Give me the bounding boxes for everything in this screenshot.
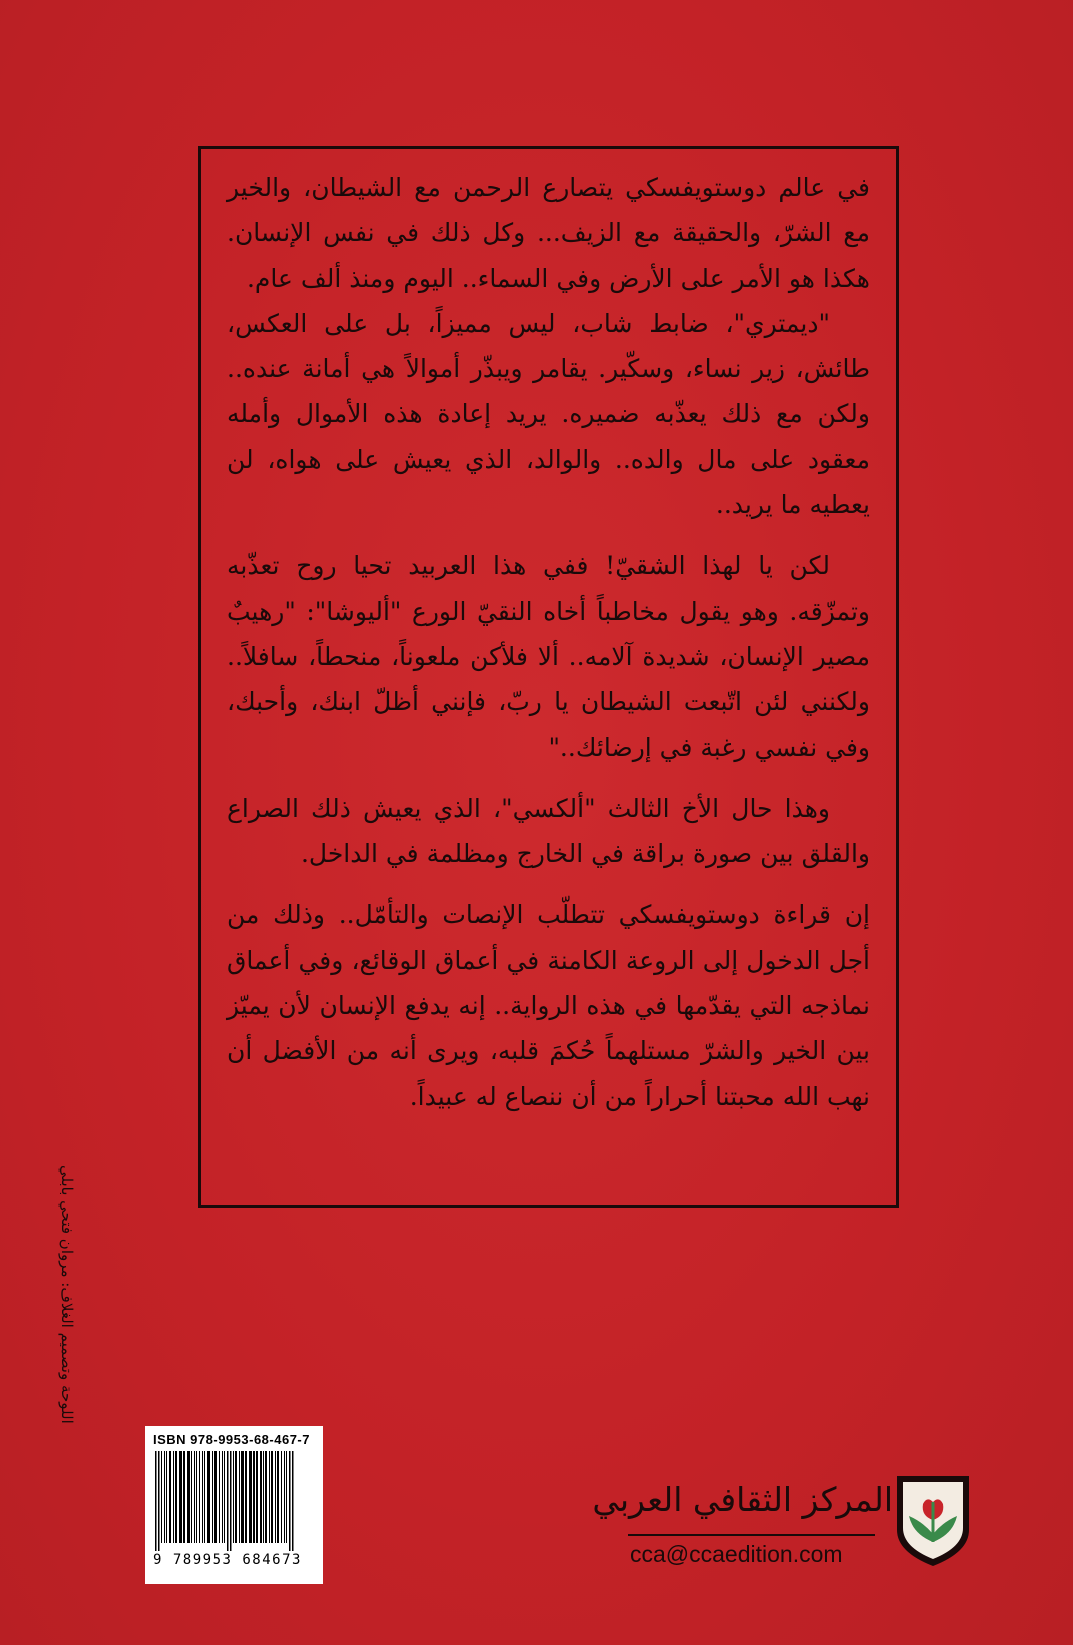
publisher-name: المركز الثقافي العربي [592, 1480, 893, 1519]
isbn-label: ISBN 978-9953-68-467-7 [153, 1432, 310, 1447]
blurb-paragraph: لكن يا لهذا الشقيّ! ففي هذا العربيد تحيا روح تعذّبه وتمزّقه. وهو يقول مخاطباً أخاه النقيّ الورع "أليوشا": "رهيبٌ مصير الإنسان، شديدة آلامه.. ألا فلأكن ملعوناً، منحطاً، سافلاً.. ولكنني لئن اتّبعت الشيطان يا ربّ، فإنني أظلّ ابنك، وأحبك، وفي نفسي رغبة في إرضائك.." [227, 551, 870, 762]
isbn-barcode-box [145, 1426, 323, 1584]
publisher-logo-icon [893, 1472, 973, 1568]
cover-design-credit: اللوحة وتصميم الغلاف: مروان فتحي بابلي [58, 1165, 76, 1424]
barcode-digits: 9 789953 684673 [153, 1552, 302, 1568]
blurb-frame [198, 146, 899, 1208]
publisher-divider [628, 1534, 875, 1536]
blurb-paragraph: "ديمتري"، ضابط شاب، ليس مميزاً، بل على العكس، طائش، زير نساء، وسكّير. يقامر ويبذّر أموالاً هي أمانة عنده.. ولكن مع ذلك يعذّبه ضميره. يريد إعادة هذه الأموال وأمله معقود على مال والده.. والوالد، الذي يعيش على هواه، لن يعطيه ما يريد.. [227, 308, 870, 520]
blurb-paragraph: في عالم دوستويفسكي يتصارع الرحمن مع الشيطان، والخير مع الشرّ، والحقيقة مع الزيف... وكل ذلك في نفس الإنسان. هكذا هو الأمر على الأرض وفي السماء.. اليوم ومنذ ألف عام. [227, 173, 870, 293]
publisher-email: cca@ccaedition.com [630, 1541, 843, 1567]
blurb-paragraph: وهذا حال الأخ الثالث "ألكسي"، الذي يعيش ذلك الصراع والقلق بين صورة براقة في الخارج ومظلمة في الداخل. [227, 793, 870, 869]
blurb-paragraph: إن قراءة دوستويفسكي تتطلّب الإنصات والتأمّل.. وذلك من أجل الدخول إلى الروعة الكامنة في أعماق الوقائع، وفي أعماق نماذجه التي يقدّمها في هذه الرواية.. إنه يدفع الإنسان لأن يميّز بين الخير والشرّ مستلهماً حُكمَ قلبه، ويرى أنه من الأفضل أن نهب الله محبتنا أحراراً من أن ننصاع له عبيداً. [227, 900, 870, 1111]
barcode-icon [153, 1451, 315, 1551]
